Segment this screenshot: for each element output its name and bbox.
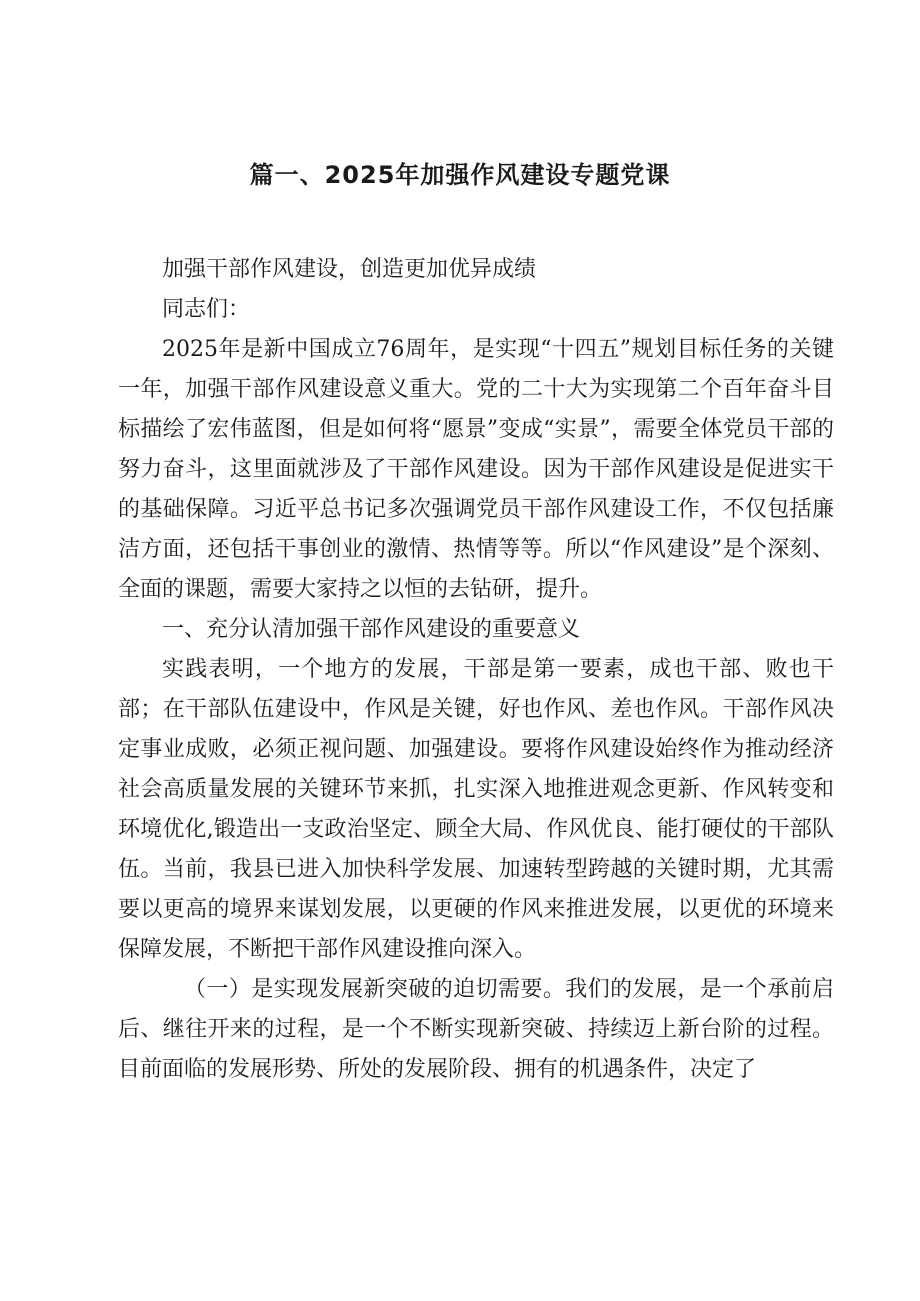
document-title: 篇一、2025年加强作风建设专题党课 [249, 161, 671, 189]
document-subtitle: 加强干部作风建设，创造更加优异成绩 [162, 257, 537, 282]
paragraph-intro: 2025年是新中国成立76周年，是实现“十四五”规划目标任务的关键一年，加强干部作风建设意义重大。党的二十大为实现第二个百年奋斗目标描绘了宏伟蓝图，但是如何将“愿景”变成“实景”，需要全体党员干部的努力奋斗，这里面就涉及了干部作风建设。因为干部作风建设是促进实干的基础保障。习近平总书记多次强调党员干部作风建设工作，不仅包括廉洁方面，还包括干事创业的激情、热情等等。所以“作风建设”是个深刻、全面的课题，需要大家持之以恒的去钻研，提升。 [118, 337, 834, 602]
paragraph-subsection-1: （一）是实现发展新突破的迫切需要。我们的发展，是一个承前启后、继往开来的过程，是一个不断实现新突破、持续迈上新台阶的过程。目前面临的发展形势、所处的发展阶段、拥有的机遇条件，决定了 [118, 977, 834, 1082]
salutation: 同志们： [162, 297, 251, 322]
section-heading-1: 一、充分认清加强干部作风建设的重要意义 [162, 617, 581, 642]
paragraph-section-1: 实践表明，一个地方的发展，干部是第一要素，成也干部、败也干部；在干部队伍建设中，作风是关键，好也作风、差也作风。干部作风决定事业成败，必须正视问题、加强建设。要将作风建设始终作为推动经济社会高质量发展的关键环节来抓，扎实深入地推进观念更新、作风转变和环境优化,锻造出一支政治坚定、顾全大局、作风优良、能打硬仗的干部队伍。当前，我县已进入加快科学发展、加速转型跨越的关键时期，尤其需要以更高的境界来谋划发展，以更硬的作风来推进发展，以更优的环境来保障发展，不断把干部作风建设推向深入。 [118, 657, 834, 962]
document-body [118, 250, 834, 1090]
